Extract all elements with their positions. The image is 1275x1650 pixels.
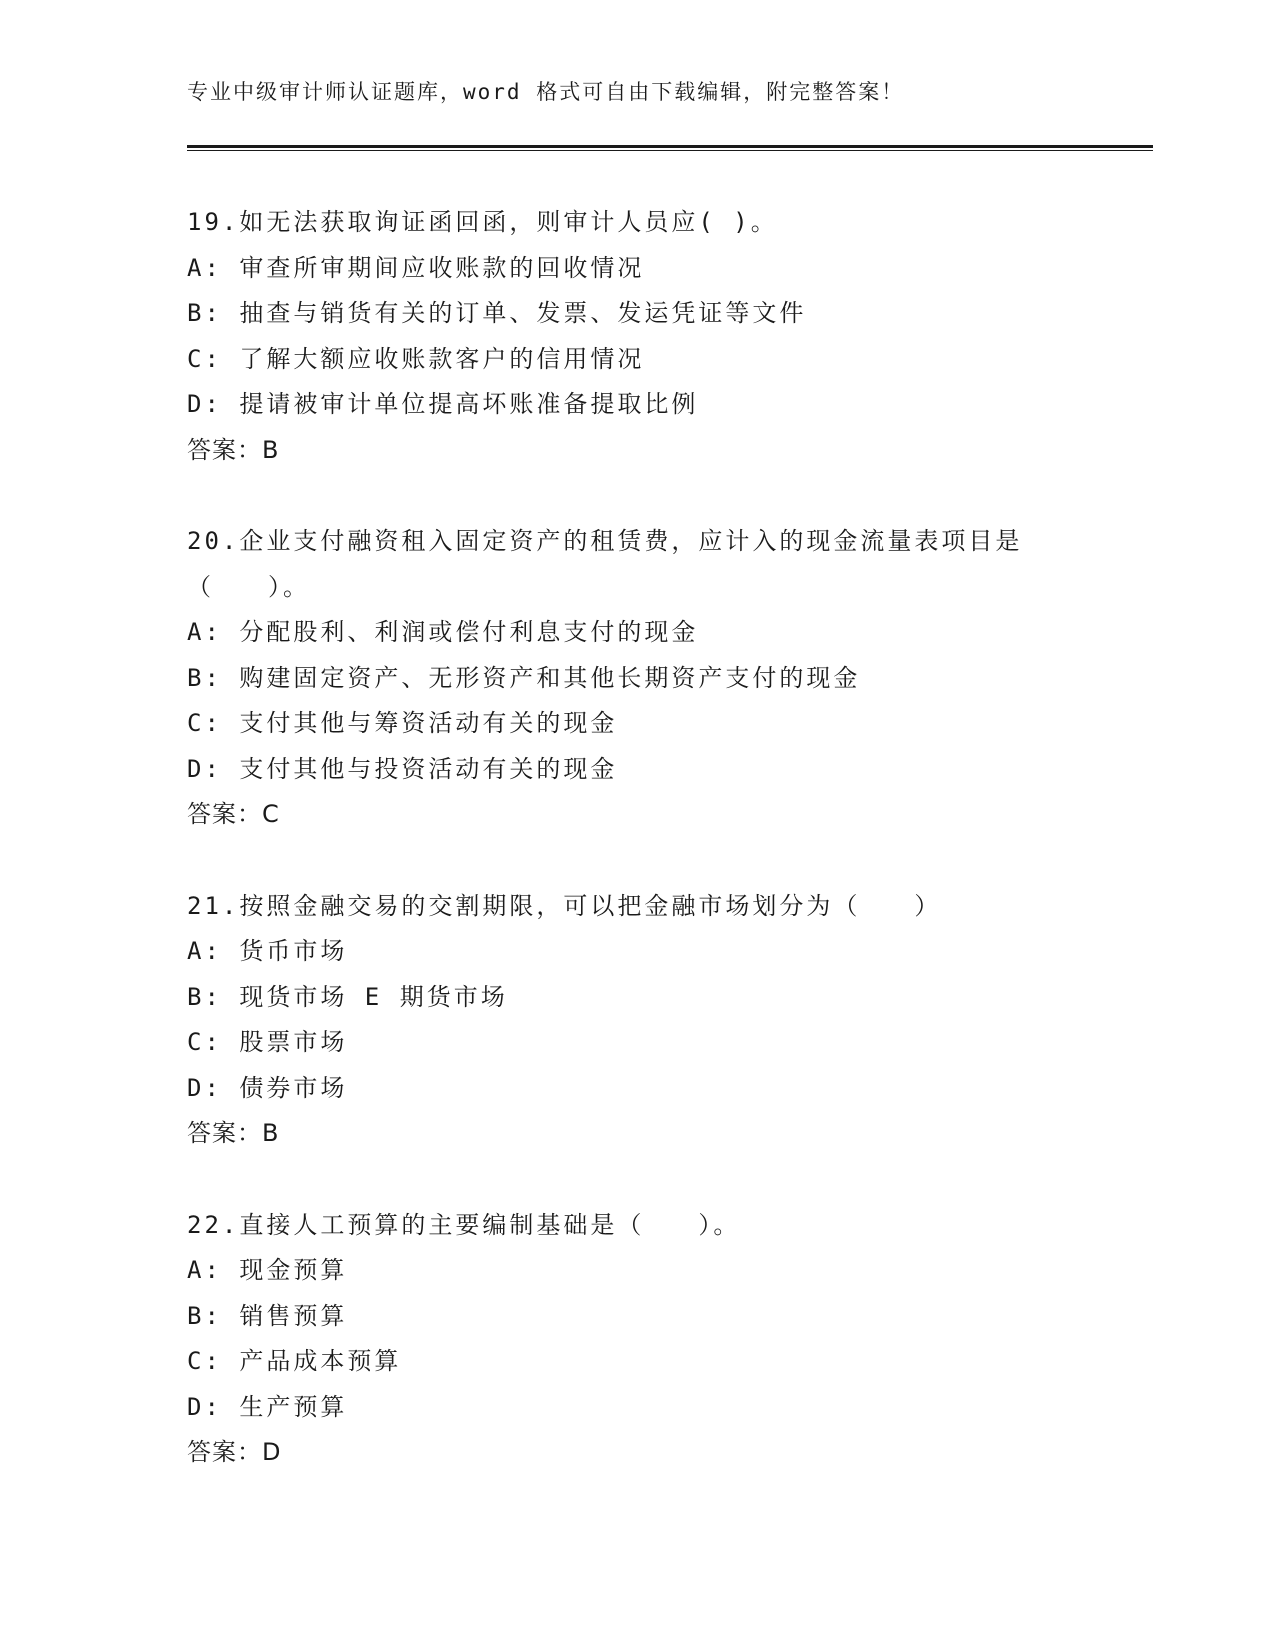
option-d: D: 生产预算	[187, 1392, 348, 1421]
answer-line: 答案：B	[187, 435, 280, 464]
question-spacer	[187, 473, 1087, 519]
option-b: B: 抽查与销货有关的订单、发票、发运凭证等文件	[187, 299, 807, 327]
question-22	[187, 1203, 1087, 1476]
answer-line: 答案：B	[187, 1119, 280, 1147]
question-stem: 21.按照金融交易的交割期限，可以把金融市场划分为（ ）	[187, 891, 942, 920]
option-c: C: 股票市场	[187, 1028, 348, 1056]
option-c: C: 产品成本预算	[187, 1347, 402, 1375]
option-a: A: 审查所审期间应收账款的回收情况	[187, 253, 645, 282]
option-b: B: 购建固定资产、无形资产和其他长期资产支付的现金	[187, 663, 861, 692]
option-b: B: 销售预算	[187, 1301, 348, 1330]
option-d: D: 债券市场	[187, 1073, 348, 1102]
question-spacer	[187, 838, 1087, 884]
question-21	[187, 884, 1087, 1157]
question-spacer	[187, 1157, 1087, 1203]
question-stem-continued: （ ）。	[187, 572, 310, 601]
option-b: B: 现货市场 E 期货市场	[187, 982, 508, 1011]
header-rule-thick	[187, 145, 1153, 148]
header-rule-thin	[187, 150, 1153, 151]
option-d: D: 支付其他与投资活动有关的现金	[187, 754, 618, 783]
answer-line: 答案：D	[187, 1438, 282, 1466]
question-stem: 22.直接人工预算的主要编制基础是（ ）。	[187, 1210, 741, 1239]
question-20	[187, 519, 1087, 838]
option-a: A: 分配股利、利润或偿付利息支付的现金	[187, 618, 699, 646]
option-a: A: 现金预算	[187, 1256, 348, 1284]
answer-line: 答案：C	[187, 800, 280, 828]
question-stem: 19.如无法获取询证函回函，则审计人员应( )。	[187, 208, 778, 236]
question-stem: 20.企业支付融资租入固定资产的租赁费，应计入的现金流量表项目是	[187, 527, 1023, 555]
question-19	[187, 200, 1087, 473]
question-list	[187, 200, 1087, 1476]
option-c: C: 了解大额应收账款客户的信用情况	[187, 344, 645, 373]
option-c: C: 支付其他与筹资活动有关的现金	[187, 709, 618, 737]
option-a: A: 货币市场	[187, 937, 348, 965]
page-header: 专业中级审计师认证题库，word 格式可自由下载编辑，附完整答案！	[187, 80, 905, 104]
option-d: D: 提请被审计单位提高坏账准备提取比例	[187, 390, 699, 418]
